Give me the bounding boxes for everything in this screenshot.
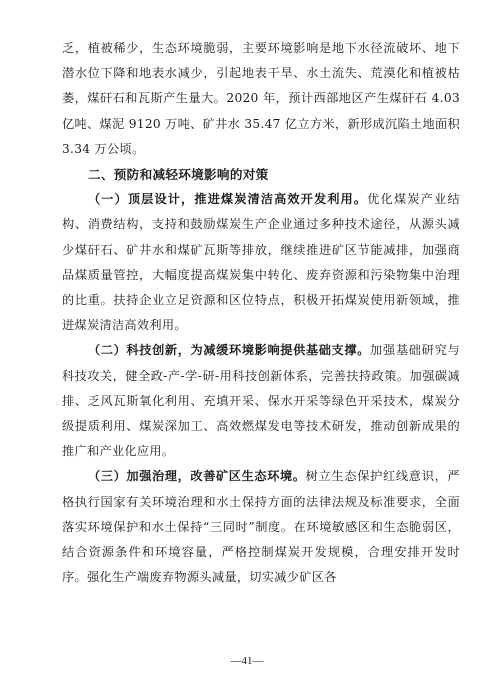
subheading-top-level-design: （一）顶层设计，推进煤炭清洁高效开发利用。	[88, 192, 368, 207]
paragraph-governance	[62, 464, 460, 590]
document-page	[62, 36, 460, 590]
paragraph-environment-impact: 乏，植被稀少，生态环境脆弱，主要环境影响是地下水径流破坏、地下潜水位下降和地表水减少，引起地表干旱、水土流失、荒漠化和植被枯萎，煤矸石和瓦斯产生量大。2020 年，预计西部地区产生煤矸石 4.03 亿吨、煤泥 9120 万吨、矿井水 35.47 亿立方米，新形成沉陷土地面积 3.34 万公顷。	[62, 41, 460, 156]
paragraph-top-level-design-body: 优化煤炭产业结构、消费结构，支持和鼓励煤炭生产企业通过多种技术途径，从源头减少煤矸石、矿井水和煤矿瓦斯等排放，继续推进矿区节能减排，加强商品煤质量管控，大幅度提高煤炭集中转化、废弃资源和污染物集中治理的比重。扶持企业立足资源和区位特点，积极开拓煤炭使用新领域，推进煤炭清洁高效利用。	[62, 192, 460, 333]
paragraph-tech-innovation	[62, 338, 460, 464]
section-heading: 二、预防和减轻环境影响的对策	[88, 167, 269, 183]
paragraph-governance-body: 树立生态保护红线意识，严格执行国家有关环境治理和水土保持方面的法律法规及标准要求，全面落实环境保护和水土保持“三同时”制度。在环境敏感区和生态脆弱区，结合资源条件和环境容量，严格控制煤炭开发规模，合理安排开发时序。强化生产端废弃物源头减量，切实减少矿区各	[62, 469, 460, 585]
paragraph-tech-innovation-body: 加强基础研究与科技攻关，健全政-产-学-研-用科技创新体系，完善扶持政策。加强碳减排、乏风瓦斯氧化利用、充填开采、保水开采等绿色开采技术，煤炭分级提质利用、煤炭深加工、高效燃煤发电等技术研发，推动创新成果的推广和产业化应用。	[62, 343, 460, 459]
subheading-governance: （三）加强治理，改善矿区生态环境。	[88, 469, 306, 484]
subheading-tech-innovation: （二）科技创新，为减缓环境影响提供基础支撑。	[88, 343, 370, 358]
page-number: —41—	[230, 655, 264, 667]
paragraph-top-level-design	[62, 187, 460, 338]
